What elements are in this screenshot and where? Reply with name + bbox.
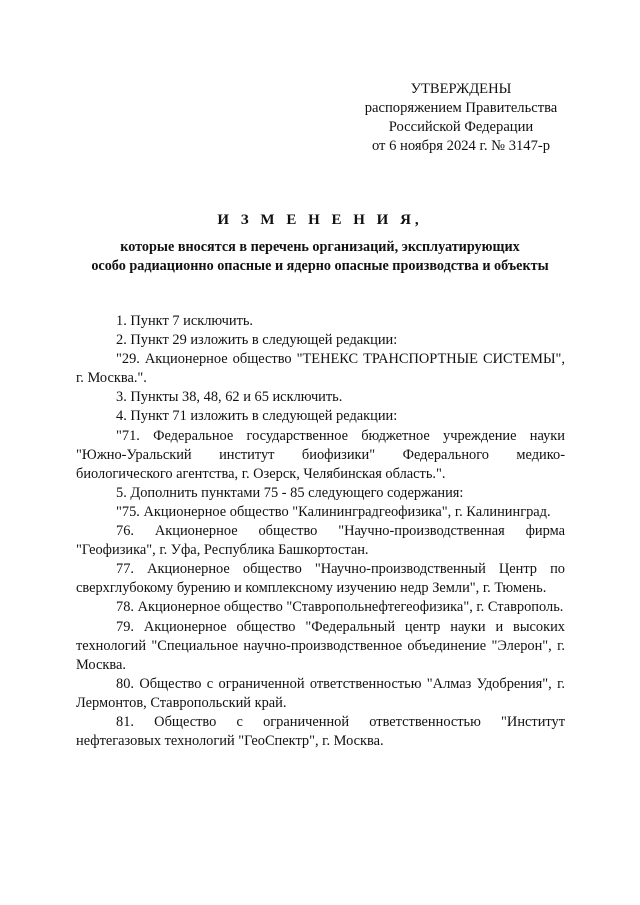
list-item: 77. Акционерное общество "Научно-производственный Центр по сверхглубокому бурению и комплексному изучению недр Земли", г. Тюмень. [76,561,565,597]
list-item: "71. Федеральное государственное бюджетное учреждение науки "Южно-Уральский институт биофизики" Федерального медико-биологического агентства, г. Озерск, Челябинская область.". [76,427,565,482]
list-item: 79. Акционерное общество "Федеральный центр науки и высоких технологий "Специальное научно-производственное объединение "Элерон", г. Москва. [76,618,565,673]
list-item: 5. Дополнить пунктами 75 - 85 следующего содержания: [116,484,464,501]
approval-block [356,80,566,156]
list-item: 78. Акционерное общество "Ставропольнефтегеофизика", г. Ставрополь. [116,599,564,616]
subtitle-line-2: особо радиационно опасные и ядерно опасные производства и объекты [91,258,549,274]
approval-heading: УТВЕРЖДЕНЫ [410,81,512,97]
list-item: 2. Пункт 29 изложить в следующей редакции: [116,332,398,349]
list-item: 81. Общество с ограниченной ответственностью "Институт нефтегазовых технологий "ГеоСпектр", г. Москва. [76,713,565,750]
list-item: 1. Пункт 7 исключить. [116,313,254,329]
list-item: 76. Акционерное общество "Научно-производственная фирма "Геофизика", г. Уфа, Республика Башкортостан. [76,523,565,559]
list-item: 3. Пункты 38, 48, 62 и 65 исключить. [116,389,343,406]
document-body [76,312,565,751]
approval-line-1: распоряжением Правительства [364,100,558,116]
list-item: "75. Акционерное общество "Калининградгеофизика", г. Калининград. [116,503,551,520]
approval-line-2: Российской Федерации [388,119,534,135]
document-title: И З М Е Н Е Н И Я, [217,212,423,228]
list-item: 80. Общество с ограниченной ответственностью "Алмаз Удобрения", г. Лермонтов, Ставропольский край. [76,675,565,711]
document-subtitle [60,238,580,276]
list-item: 4. Пункт 71 изложить в следующей редакции: [116,408,398,425]
list-item: "29. Акционерное общество "ТЕНЕКС ТРАНСПОРТНЫЕ СИСТЕМЫ", г. Москва.". [76,351,565,387]
subtitle-line-1: которые вносятся в перечень организаций, эксплуатирующих [120,239,520,255]
approval-line-3: от 6 ноября 2024 г. № 3147-р [371,138,551,154]
